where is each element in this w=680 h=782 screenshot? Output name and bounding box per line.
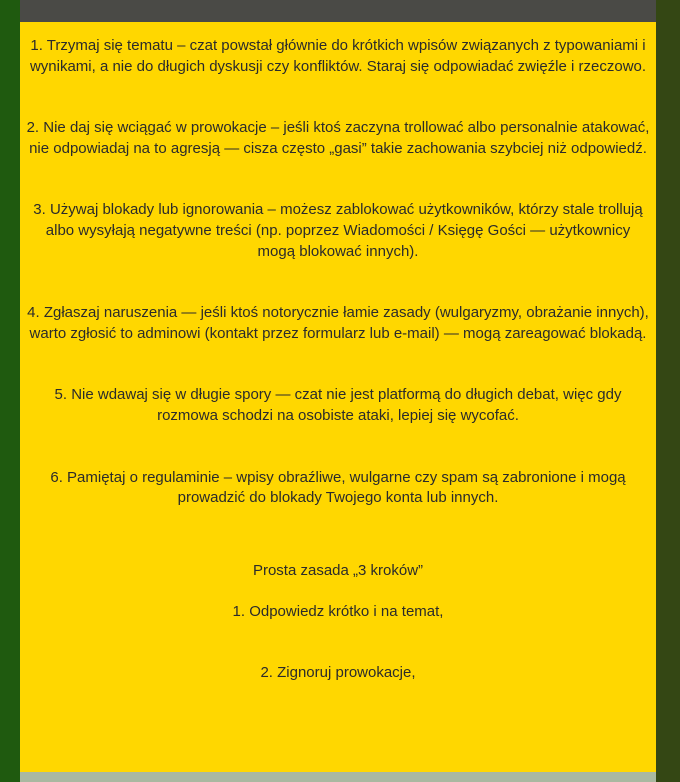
rule-1: 1. Trzymaj się tematu – czat powstał głównie do krótkich wpisów związanych z typowaniami i wynikami, a nie do długich dyskusji czy konfliktów. Staraj się odpowiadać zwięźle i rzeczowo. (29, 37, 647, 75)
bottom-bar (20, 772, 656, 782)
rule-3: 3. Używaj blokady lub ignorowania – możesz zablokować użytkowników, którzy stale trollują albo wysyłają negatywne treści (np. poprzez Wiadomości / Księgę Gości — użytkownicy mogą blokować innych). (33, 201, 643, 260)
rule-4: 4. Zgłaszaj naruszenia — jeśli ktoś notorycznie łamie zasady (wulgaryzmy, obrażanie innych), warto zgłosić to adminowi (kontakt przez formularz lub e-mail) — mogą zareagować blokadą. (27, 304, 649, 342)
rule-2: 2. Nie daj się wciągać w prowokacje – jeśli ktoś zaczyna trollować albo personalnie atakować, nie odpowiadaj na to agresją — cisza często „gasi” takie zachowania szybciej niż odpowiedź. (26, 119, 650, 157)
simple-rule-title: Prosta zasada „3 kroków” (252, 561, 424, 579)
simple-rule-step-1: 1. Odpowiedz krótko i na temat, (232, 603, 444, 621)
chat-rules-panel (20, 22, 656, 772)
right-border (656, 0, 680, 782)
rule-6: 6. Pamiętaj o regulaminie – wpisy obraźliwe, wulgarne czy spam są zabronione i mogą prowadzić do blokady Twojego konta lub innych. (50, 468, 626, 507)
left-border (0, 0, 20, 782)
top-bar (20, 0, 656, 23)
simple-rule-step-2: 2. Zignoruj prowokacje, (260, 663, 416, 681)
rule-5: 5. Nie wdawaj się w długie spory — czat nie jest platformą do długich debat, więc gdy rozmowa schodzi na osobiste ataki, lepiej się wycofać. (54, 386, 622, 424)
